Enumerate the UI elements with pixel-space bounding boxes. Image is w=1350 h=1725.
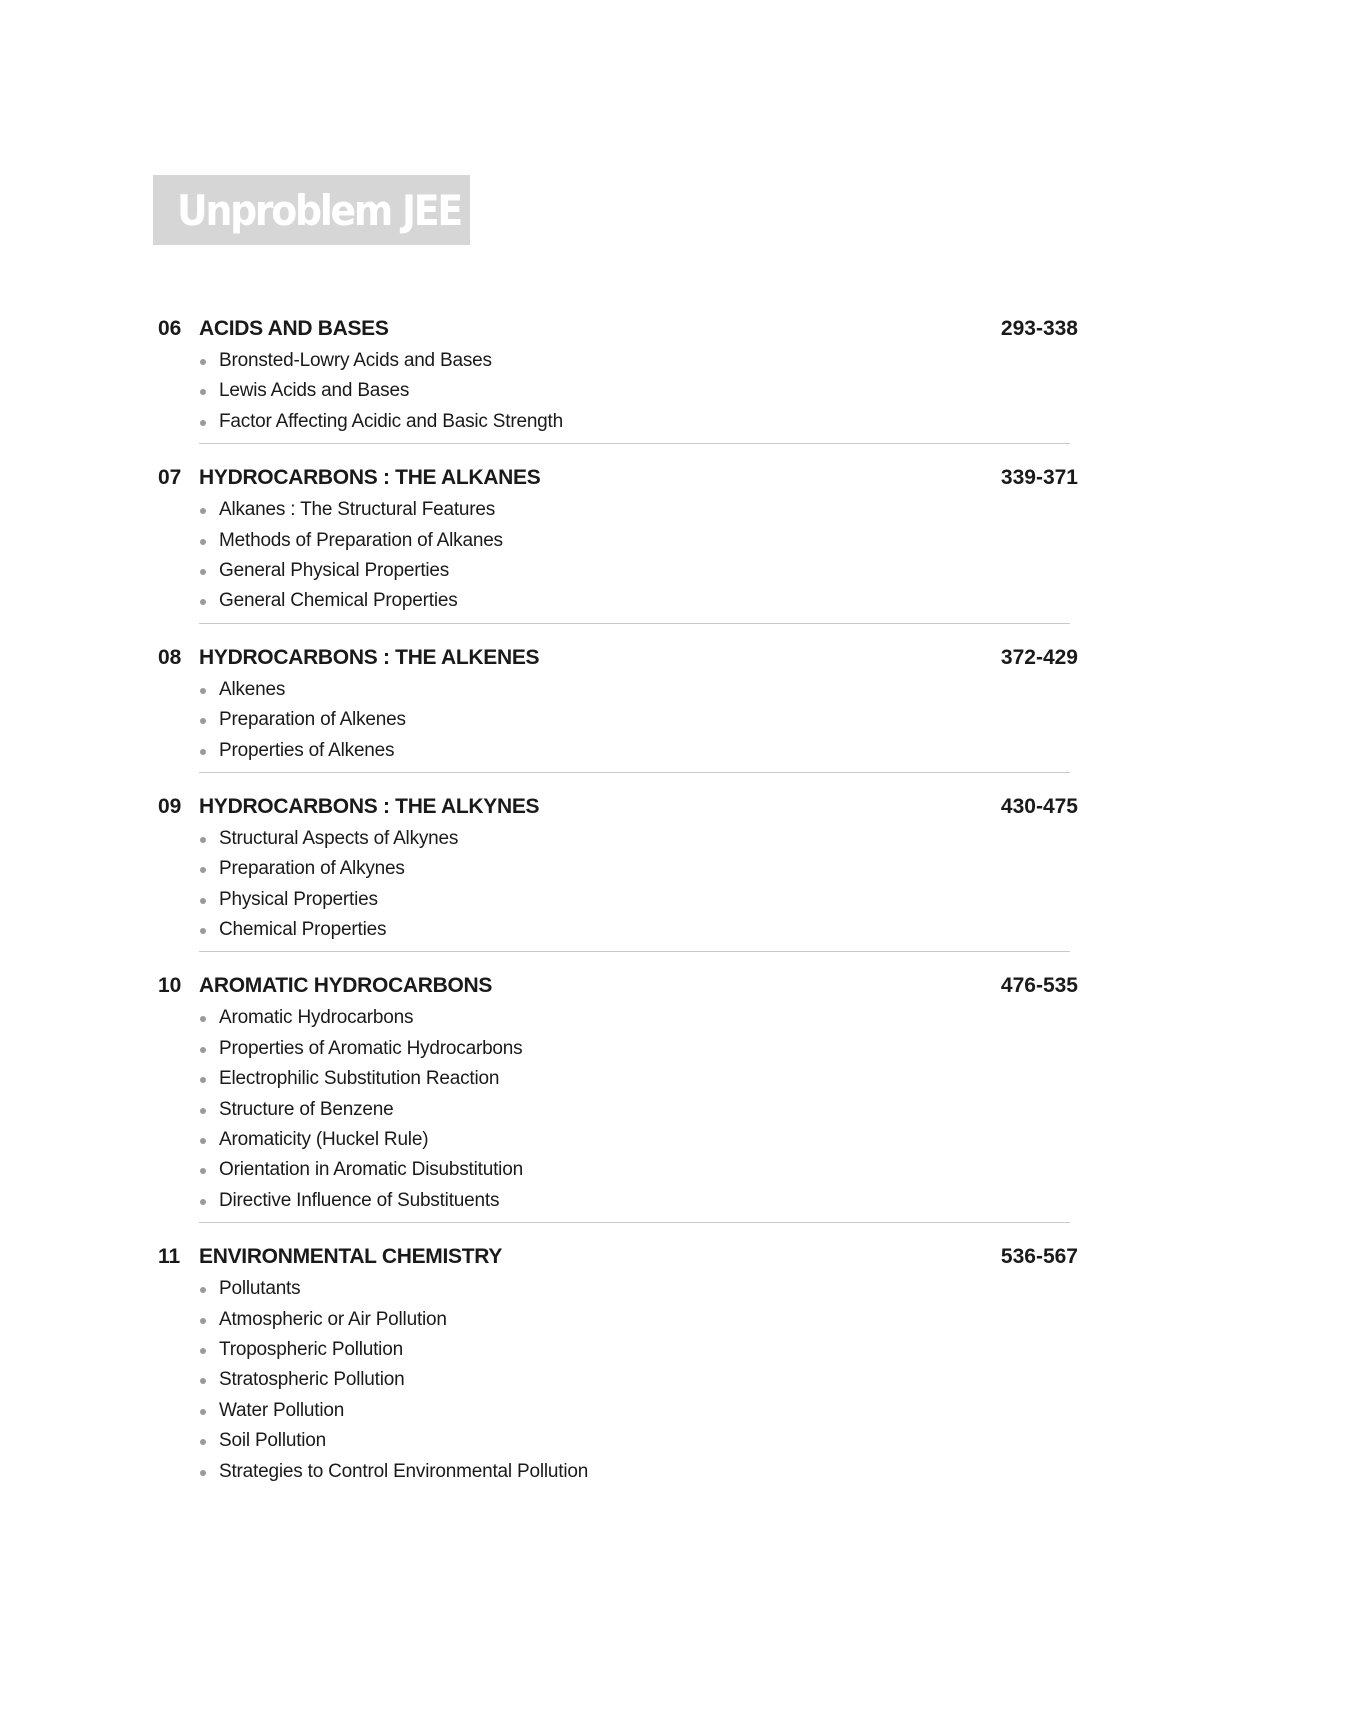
topic-label: Structure of Benzene <box>219 1098 394 1120</box>
topic-label: Alkenes <box>219 678 286 700</box>
topic-list <box>158 495 1078 617</box>
topic-label: Properties of Alkenes <box>219 739 395 761</box>
bullet-icon <box>200 539 206 545</box>
bullet-icon <box>200 1409 206 1415</box>
bullet-icon <box>200 1016 206 1022</box>
topic-label: Directive Influence of Substituents <box>219 1189 500 1211</box>
bullet-icon <box>200 718 206 724</box>
chapter-heading <box>158 314 1078 344</box>
toc-chapter <box>158 314 1078 444</box>
topic-label: Tropospheric Pollution <box>219 1338 403 1360</box>
topic-label: Chemical Properties <box>219 919 387 941</box>
bullet-icon <box>200 1199 206 1205</box>
bullet-icon <box>200 867 206 873</box>
topic-list <box>158 824 1078 946</box>
topic-item <box>199 1365 1078 1395</box>
topic-label: Lewis Acids and Bases <box>219 380 410 402</box>
topic-label: Factor Affecting Acidic and Basic Strength <box>219 410 564 432</box>
topic-item <box>199 586 1078 616</box>
bullet-icon <box>200 749 206 755</box>
topic-item <box>199 1335 1078 1365</box>
chapter-divider <box>199 623 1070 624</box>
chapter-heading <box>158 463 1078 493</box>
bullet-icon <box>200 1077 206 1083</box>
topic-item <box>199 556 1078 586</box>
bullet-icon <box>200 1318 206 1324</box>
topic-item <box>199 526 1078 556</box>
chapter-page-range: 430-475 <box>1000 794 1078 818</box>
topic-label: General Physical Properties <box>219 559 450 581</box>
bullet-icon <box>200 688 206 694</box>
topic-label: Aromatic Hydrocarbons <box>219 1007 414 1029</box>
bullet-icon <box>200 1138 206 1144</box>
bullet-icon <box>200 898 206 904</box>
bullet-icon <box>200 1168 206 1174</box>
topic-label: Alkanes : The Structural Features <box>219 499 496 521</box>
topic-item <box>199 1186 1078 1216</box>
chapter-number: 09 <box>158 794 182 818</box>
topic-item <box>199 1034 1078 1064</box>
topic-item <box>199 1457 1078 1487</box>
chapter-divider <box>199 443 1070 444</box>
topic-item <box>199 1095 1078 1125</box>
topic-label: Water Pollution <box>219 1399 345 1421</box>
chapter-page-range: 536-567 <box>1000 1245 1078 1269</box>
bullet-icon <box>200 1439 206 1445</box>
topic-label: Structural Aspects of Alkynes <box>219 827 459 849</box>
bullet-icon <box>200 928 206 934</box>
topic-item <box>199 854 1078 884</box>
topic-item <box>199 1125 1078 1155</box>
topic-list <box>158 1003 1078 1216</box>
topic-label: Bronsted-Lowry Acids and Bases <box>219 350 492 371</box>
chapter-title: AROMATIC HYDROCARBONS <box>199 974 493 998</box>
topic-label: Atmospheric or Air Pollution <box>219 1308 447 1330</box>
topic-label: Strategies to Control Environmental Pollution <box>219 1460 589 1482</box>
chapter-page-range: 372-429 <box>1000 645 1078 669</box>
topic-item <box>199 675 1078 705</box>
topic-label: Preparation of Alkynes <box>219 858 405 880</box>
topic-item <box>199 1396 1078 1426</box>
topic-label: Preparation of Alkenes <box>219 709 406 731</box>
topic-item <box>199 376 1078 406</box>
topic-label: Stratospheric Pollution <box>219 1369 405 1391</box>
chapter-heading <box>158 971 1078 1001</box>
topic-item <box>199 1003 1078 1033</box>
topic-item <box>199 1274 1078 1304</box>
topic-item <box>199 1064 1078 1094</box>
chapter-number: 11 <box>158 1245 181 1269</box>
bullet-icon <box>200 1287 206 1293</box>
topic-item <box>199 495 1078 525</box>
bullet-icon <box>200 1047 206 1053</box>
chapter-heading <box>158 792 1078 822</box>
chapter-page-range: 476-535 <box>1000 974 1078 998</box>
topic-label: Methods of Preparation of Alkanes <box>219 529 503 551</box>
bullet-icon <box>200 508 206 514</box>
chapter-title: HYDROCARBONS : THE ALKANES <box>199 466 541 490</box>
topic-item <box>199 824 1078 854</box>
topic-label: Pollutants <box>219 1278 301 1300</box>
chapter-title: HYDROCARBONS : THE ALKYNES <box>199 794 540 818</box>
toc-chapter <box>158 643 1078 773</box>
chapter-page-range: 293-338 <box>1000 317 1078 340</box>
chapter-heading <box>158 1242 1078 1272</box>
topic-label: Soil Pollution <box>219 1430 327 1452</box>
topic-label: Electrophilic Substitution Reaction <box>219 1068 500 1090</box>
chapter-divider <box>199 772 1070 773</box>
topic-list <box>158 675 1078 766</box>
chapter-number: 07 <box>158 466 182 490</box>
topic-item <box>199 1155 1078 1185</box>
chapter-number: 06 <box>158 317 182 340</box>
toc-chapter <box>158 792 1078 953</box>
topic-label: Aromaticity (Huckel Rule) <box>219 1129 429 1151</box>
brand-title: Unproblem JEE <box>177 185 461 235</box>
bullet-icon <box>200 1108 206 1114</box>
topic-label: Properties of Aromatic Hydrocarbons <box>219 1037 523 1059</box>
chapter-number: 10 <box>158 974 182 998</box>
bullet-icon <box>200 837 206 843</box>
bullet-icon <box>200 1378 206 1384</box>
topic-item <box>199 885 1078 915</box>
topic-item <box>199 736 1078 766</box>
bullet-icon <box>200 389 206 395</box>
brand-banner <box>153 175 470 245</box>
bullet-icon <box>200 359 206 365</box>
topic-label: Orientation in Aromatic Disubstitution <box>219 1159 523 1181</box>
topic-list <box>158 1274 1078 1487</box>
table-of-contents <box>158 314 1078 1487</box>
topic-item <box>199 1426 1078 1456</box>
topic-item <box>199 346 1078 376</box>
chapter-title: HYDROCARBONS : THE ALKENES <box>199 645 540 669</box>
bullet-icon <box>200 599 206 605</box>
bullet-icon <box>200 1348 206 1354</box>
chapter-title: ENVIRONMENTAL CHEMISTRY <box>199 1245 503 1269</box>
chapter-divider <box>199 951 1070 952</box>
toc-chapter <box>158 463 1078 624</box>
bullet-icon <box>200 569 206 575</box>
chapter-divider <box>199 1222 1070 1223</box>
topic-label: General Chemical Properties <box>219 590 458 612</box>
toc-chapter <box>158 1242 1078 1487</box>
toc-chapter <box>158 971 1078 1223</box>
topic-item <box>199 915 1078 945</box>
topic-item <box>199 407 1078 437</box>
chapter-number: 08 <box>158 645 182 669</box>
topic-label: Physical Properties <box>219 888 378 910</box>
topic-list <box>158 346 1078 437</box>
topic-item <box>199 1305 1078 1335</box>
bullet-icon <box>200 420 206 426</box>
chapter-heading <box>158 643 1078 673</box>
topic-item <box>199 705 1078 735</box>
chapter-title: ACIDS AND BASES <box>199 317 389 340</box>
chapter-page-range: 339-371 <box>1000 466 1078 490</box>
bullet-icon <box>200 1470 206 1476</box>
